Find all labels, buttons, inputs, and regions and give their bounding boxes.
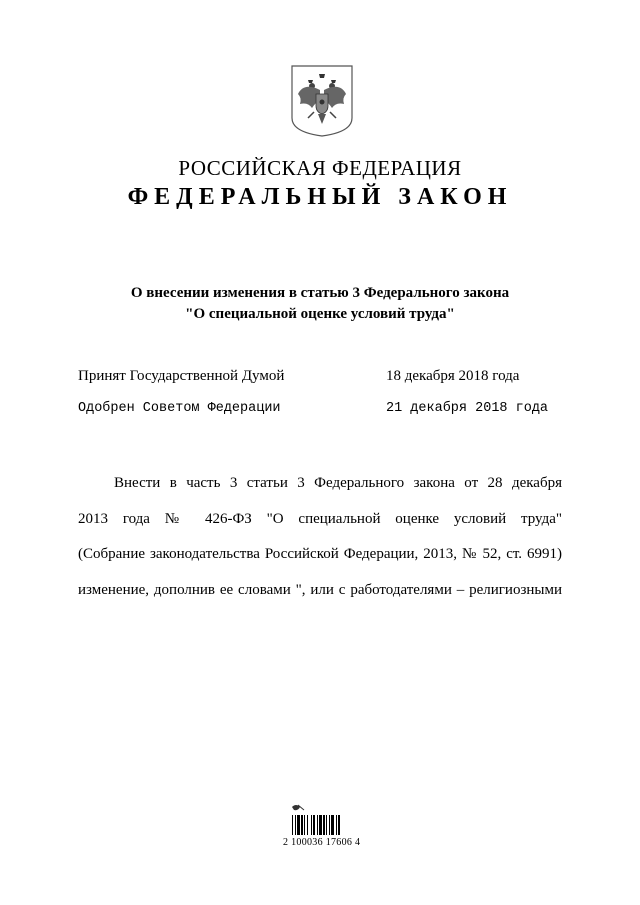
duma-adoption-date: 18 декабря 2018 года: [386, 368, 520, 384]
council-approval-label: Одобрен Советом Федерации: [78, 401, 281, 416]
law-title-line-1: О внесении изменения в статью 3 Федерального закона: [130, 285, 510, 301]
body-line-3: (Собрание законодательства Российской Федерации, 2013, № 52, ст. 6991): [78, 546, 562, 563]
law-title: [0, 283, 640, 325]
country-heading: РОССИЙСКАЯ ФЕДЕРАЦИЯ: [178, 156, 462, 180]
duma-adoption-label: Принят Государственной Думой: [78, 368, 285, 384]
coat-of-arms-emblem: [290, 64, 354, 138]
body-line-1: Внести в часть 3 статьи 3 Федерального закона от 28 декабря: [114, 475, 562, 491]
law-body-paragraph: [78, 466, 562, 608]
double-headed-eagle-icon: [290, 64, 354, 138]
council-approval-date: 21 декабря 2018 года: [386, 401, 549, 416]
body-line-2: 2013 года № 426-ФЗ "О специальной оценке условий труда": [78, 510, 562, 527]
law-title-line-2: "О специальной оценке условий труда": [185, 306, 455, 322]
body-line-4: изменение, дополнив ее словами ", или с работодателями – религиозными: [78, 581, 562, 598]
barcode-number: 2 100036 17606 4: [283, 837, 361, 848]
barcode-icon: [286, 803, 364, 837]
document-type-heading: ФЕДЕРАЛЬНЫЙ ЗАКОН: [127, 184, 513, 210]
